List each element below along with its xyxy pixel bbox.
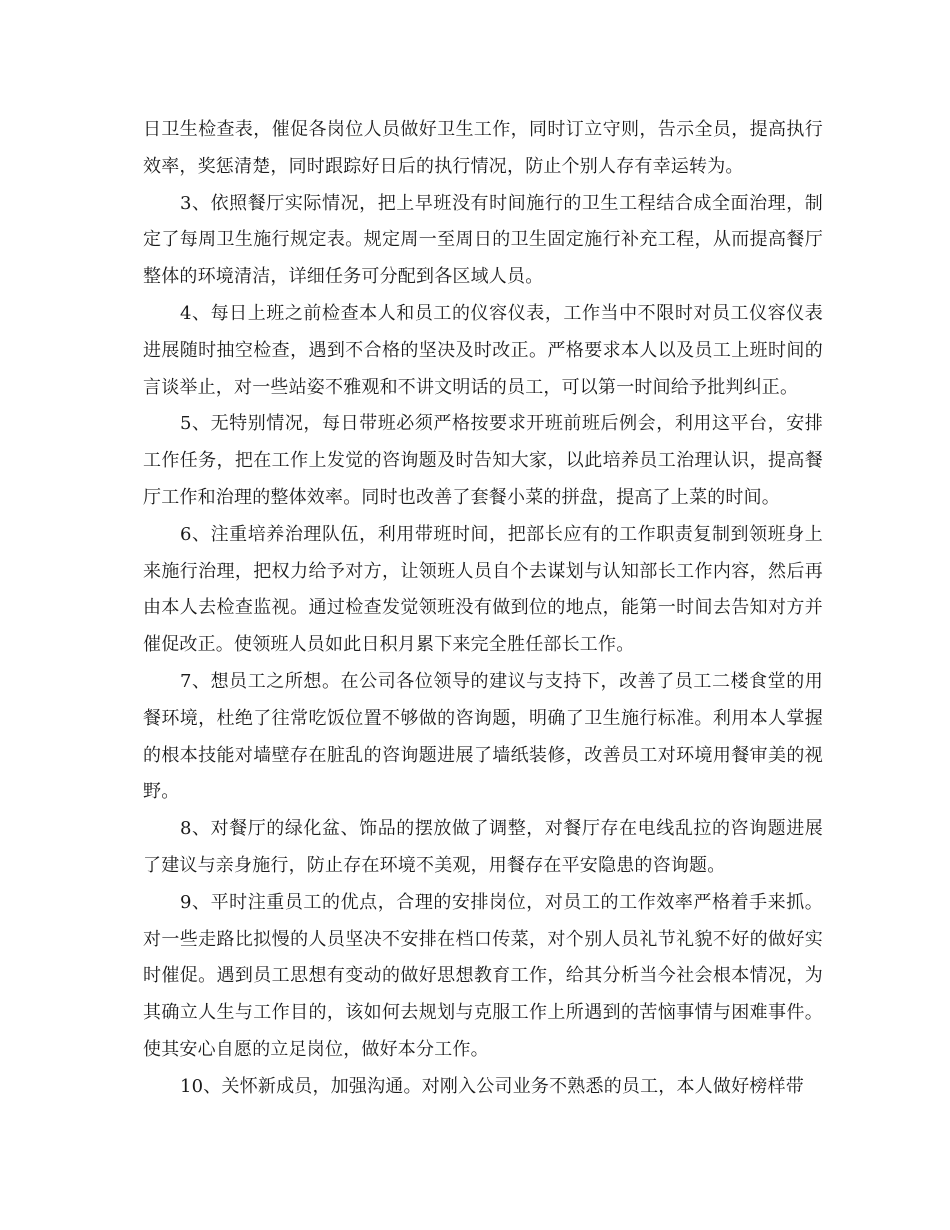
paragraph-continuation: 日卫生检查表，催促各岗位人员做好卫生工作，同时订立守则，告示全员，提高执行效率，奖惩清楚，同时跟踪好日后的执行情况，防止个别人存有幸运转为。 <box>143 119 823 177</box>
paragraph-item-9: 9、平时注重员工的优点，合理的安排岗位，对员工的工作效率严格着手来抓。对一些走路比拟慢的人员坚决不安排在档口传菜，对个别人员礼节礼貌不好的做好实时催促。遇到员工思想有变动的做好思想教育工作，给其分析当今社会根本情况，为其确立人生与工作目的，该如何去规划与克服工作上所遇到的苦恼事情与困难事件。使其安心自愿的立足岗位，做好本分工作。 <box>143 891 823 1060</box>
paragraph-item-4: 4、每日上班之前检查本人和员工的仪容仪表，工作当中不限时对员工仪容仪表进展随时抽空检查，遇到不合格的坚决及时改正。严格要求本人以及员工上班时间的言谈举止，对一些站姿不雅观和不讲文明话的员工，可以第一时间给予批判纠正。 <box>143 302 823 398</box>
paragraph-item-5: 5、无特别情况，每日带班必须严格按要求开班前班后例会，利用这平台，安排工作任务，把在工作上发觉的咨询题及时告知大家，以此培养员工治理认识，提高餐厅工作和治理的整体效率。同时也改善了套餐小菜的拼盘，提高了上菜的时间。 <box>143 413 823 508</box>
document-body <box>143 112 823 1106</box>
paragraph-item-10: 10、关怀新成员，加强沟通。对刚入公司业务不熟悉的员工，本人做好榜样带 <box>180 1075 804 1097</box>
paragraph-item-7: 7、想员工之所想。在公司各位领导的建议与支持下，改善了员工二楼食堂的用餐环境，杜绝了往常吃饭位置不够做的咨询题，明确了卫生施行标准。利用本人掌握的根本技能对墙壁存在脏乱的咨询题进展了墙纸装修，改善员工对环境用餐审美的视野。 <box>143 670 823 803</box>
paragraph-item-8: 8、对餐厅的绿化盆、饰品的摆放做了调整，对餐厅存在电线乱拉的咨询题进展了建议与亲身施行，防止存在环境不美观，用餐存在平安隐患的咨询题。 <box>143 818 823 876</box>
paragraph-item-3: 3、依照餐厅实际情况，把上早班没有时间施行的卫生工程结合成全面治理，制定了每周卫生施行规定表。规定周一至周日的卫生固定施行补充工程，从而提高餐厅整体的环境清洁，详细任务可分配到各区域人员。 <box>143 192 823 288</box>
paragraph-item-6: 6、注重培养治理队伍，利用带班时间，把部长应有的工作职责复制到领班身上来施行治理，把权力给予对方，让领班人员自个去谋划与认知部长工作内容，然后再由本人去检查监视。通过检查发觉领班没有做到位的地点，能第一时间去告知对方并催促改正。使领班人员如此日积月累下来完全胜任部长工作。 <box>143 523 823 656</box>
